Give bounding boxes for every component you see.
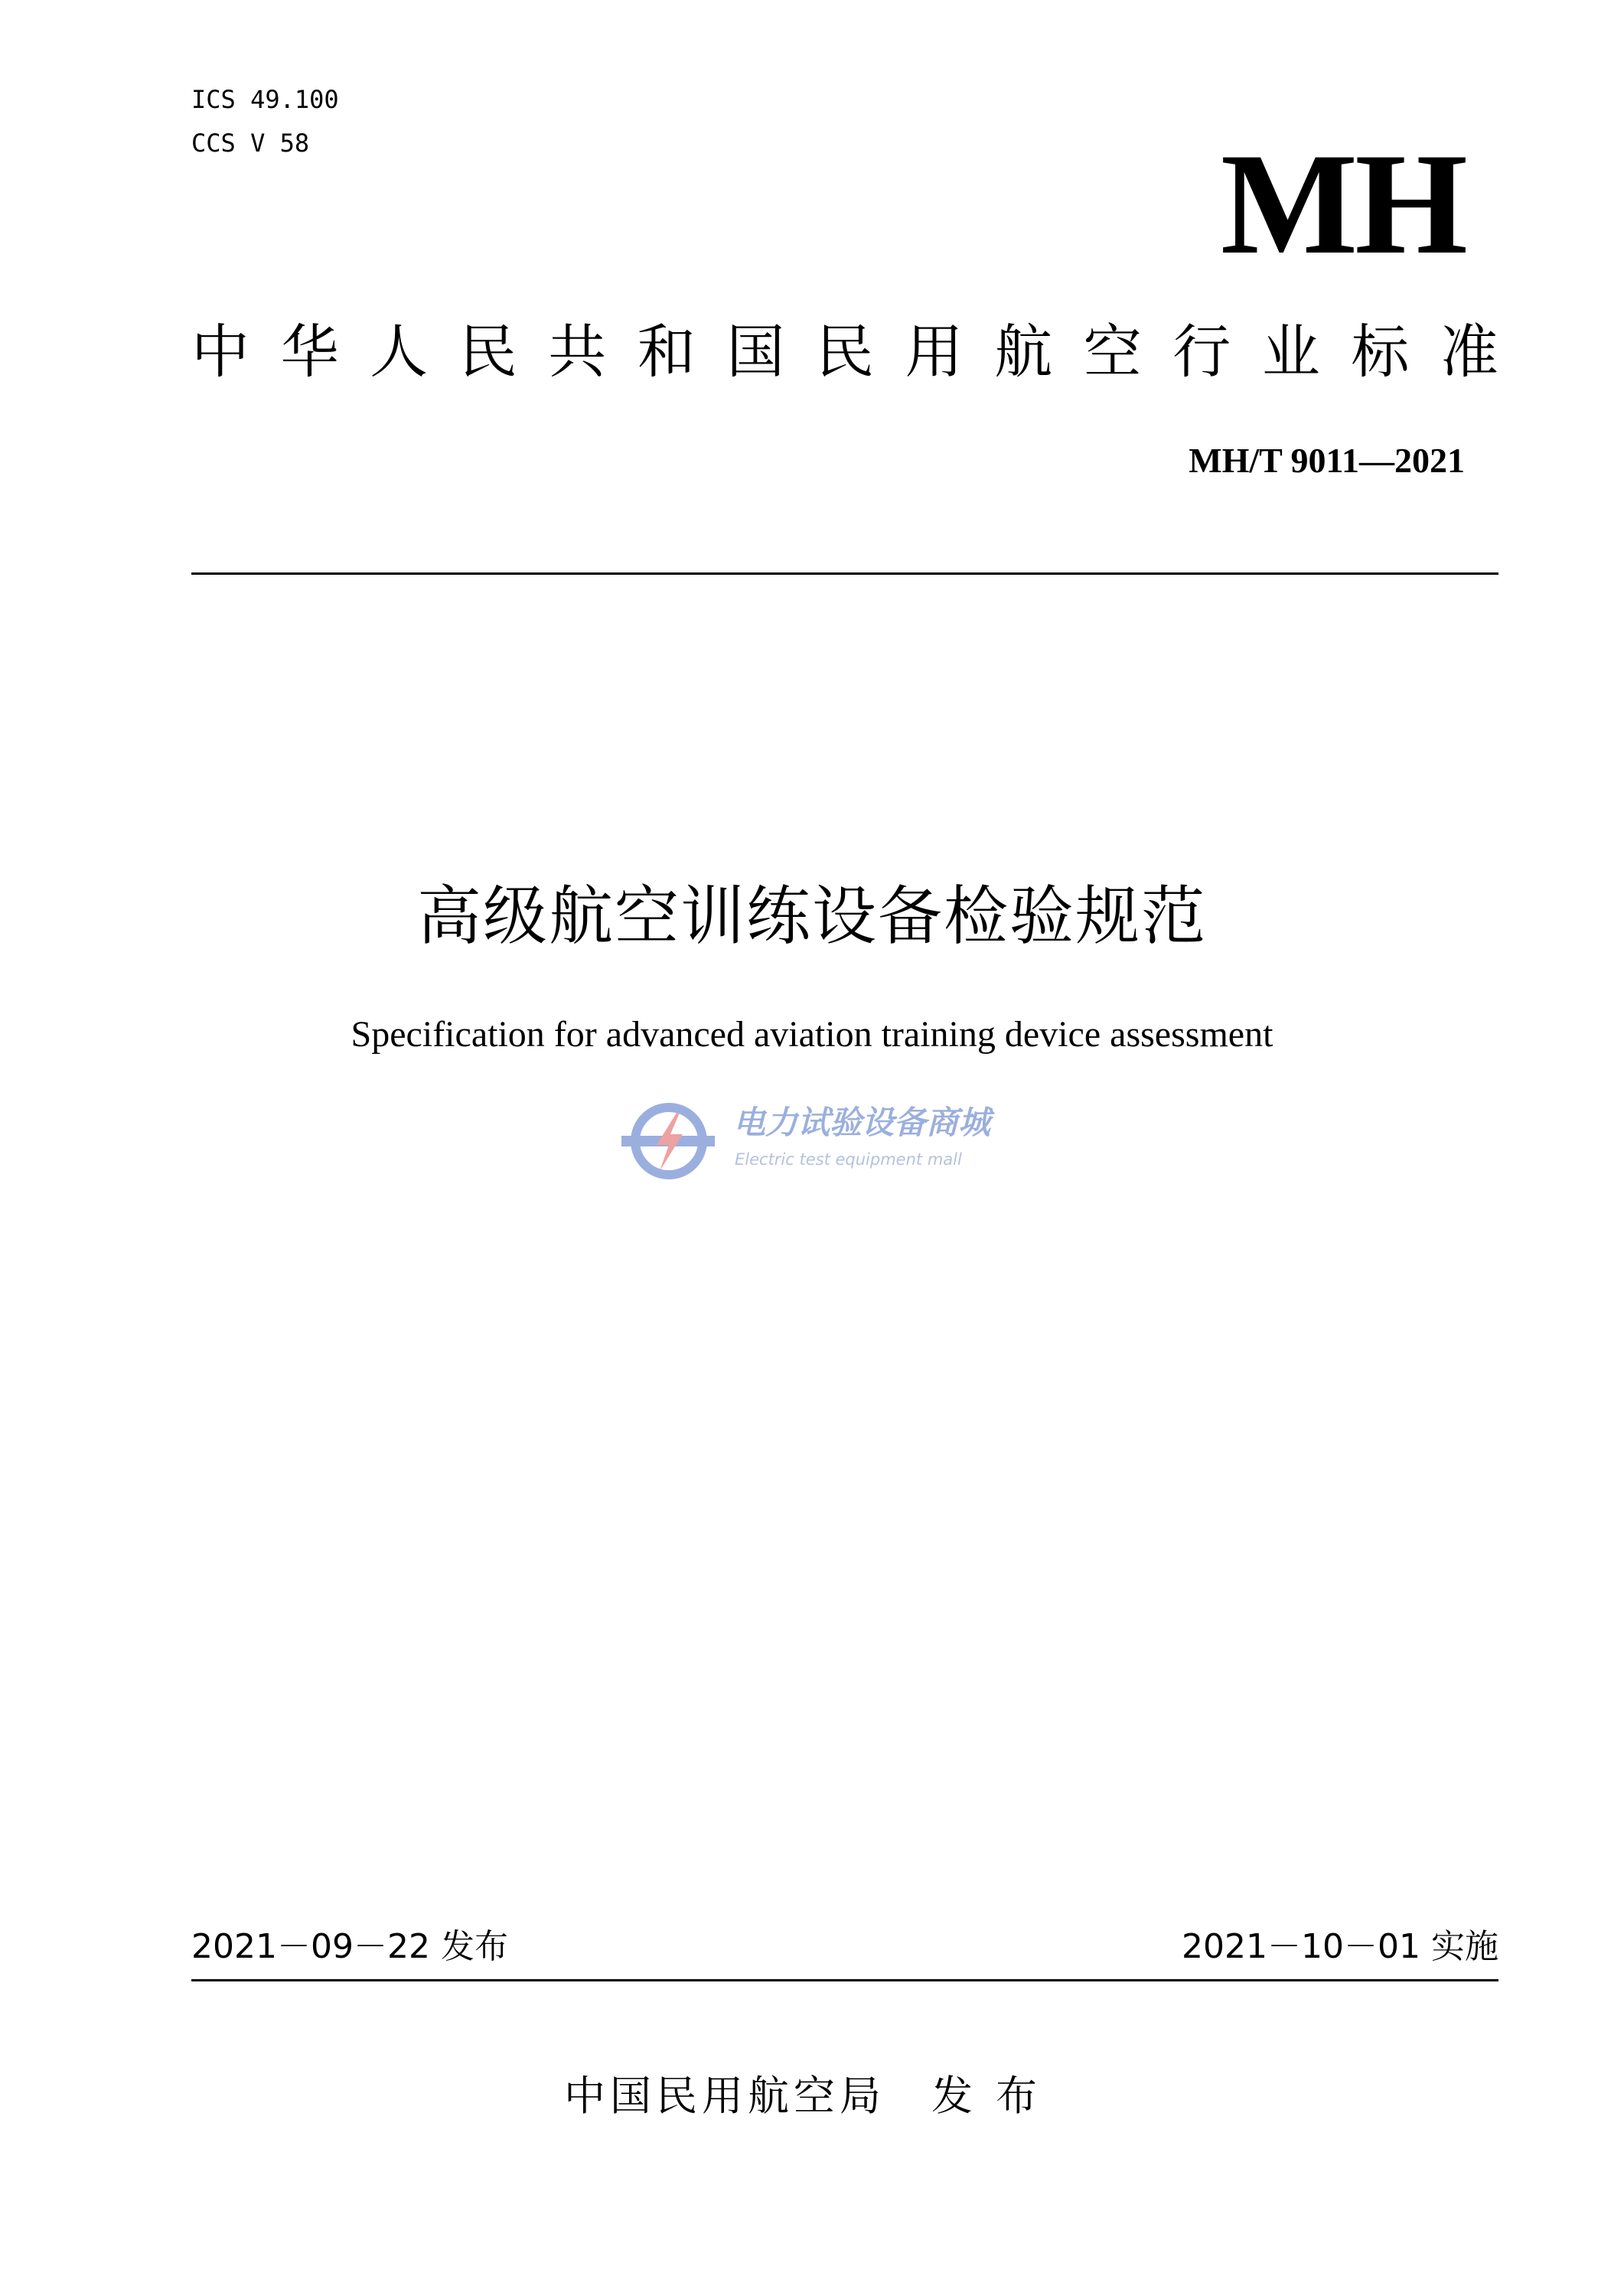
document-title-cn: 高级航空训练设备检验规范	[416, 879, 1207, 954]
bottom-divider	[191, 1979, 1498, 1981]
mh-logo: MH	[1220, 124, 1465, 285]
ccs-code: CCS V 58	[191, 129, 310, 158]
publisher-verb: 发布	[931, 2072, 1060, 2120]
watermark-title: 电力试验设备商城	[733, 1104, 991, 1141]
date-row	[191, 1923, 1498, 1971]
standard-code: MH/T 9011—2021	[1189, 441, 1465, 480]
ics-code: ICS 49.100	[191, 85, 339, 114]
document-title-en: Specification for advanced aviation training device assessment	[351, 1014, 1273, 1055]
classification-codes	[191, 78, 339, 165]
implementation-date: 2021－10－01 实施	[1182, 1927, 1498, 1966]
issue-date: 2021－09－22 发布	[191, 1927, 508, 1966]
standard-category-title: 中华人民共和国民用航空行业标准	[191, 318, 1498, 386]
top-divider	[191, 572, 1498, 575]
watermark	[618, 1099, 1016, 1191]
watermark-emblem-icon	[618, 1099, 718, 1183]
publisher-line	[0, 2069, 1624, 2123]
watermark-subtitle: Electric test equipment mall	[735, 1150, 962, 1169]
publisher-name: 中国民用航空局	[564, 2072, 885, 2120]
